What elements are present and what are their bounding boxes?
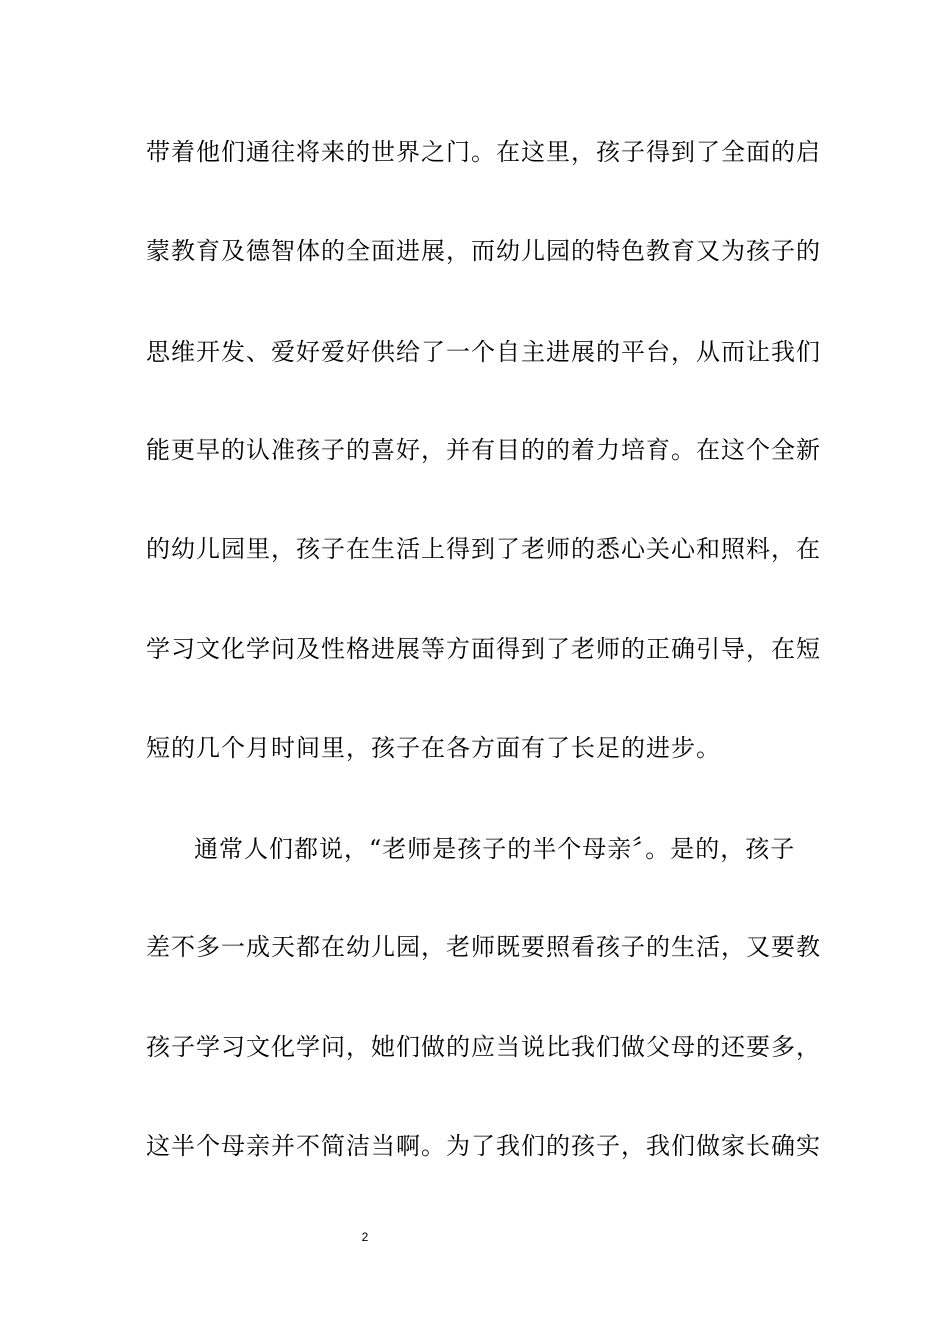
text-line-2: 蒙教育及德智体的全面进展，而幼儿园的特色教育又为孩子的: [146, 237, 821, 265]
text-line-9: 差不多一成天都在幼儿园，老师既要照看孩子的生活，又要教: [146, 933, 821, 961]
text-line-6: 学习文化学问及性格进展等方面得到了老师的正确引导，在短: [146, 635, 821, 663]
page-number: 2: [361, 1230, 369, 1244]
text-line-4: 能更早的认准孩子的喜好，并有目的的着力培育。在这个全新: [146, 436, 821, 464]
text-line-1: 带着他们通往将来的世界之门。在这里，孩子得到了全面的启: [146, 138, 821, 166]
text-line-7: 短的几个月时间里，孩子在各方面有了长足的进步。: [146, 734, 721, 762]
text-line-10: 孩子学习文化学问，她们做的应当说比我们做父母的还要多，: [146, 1033, 821, 1061]
text-line-11: 这半个母亲并不简洁当啊。为了我们的孩子，我们做家长确实: [146, 1132, 821, 1160]
text-line-3: 思维开发、爱好爱好供给了一个自主进展的平台，从而让我们: [146, 338, 821, 366]
text-line-8-paragraph-start: 通常人们都说，“老师是孩子的半个母亲〞。是的，孩子: [194, 835, 796, 863]
text-line-5: 的幼儿园里，孩子在生活上得到了老师的悉心关心和照料，在: [146, 535, 821, 563]
